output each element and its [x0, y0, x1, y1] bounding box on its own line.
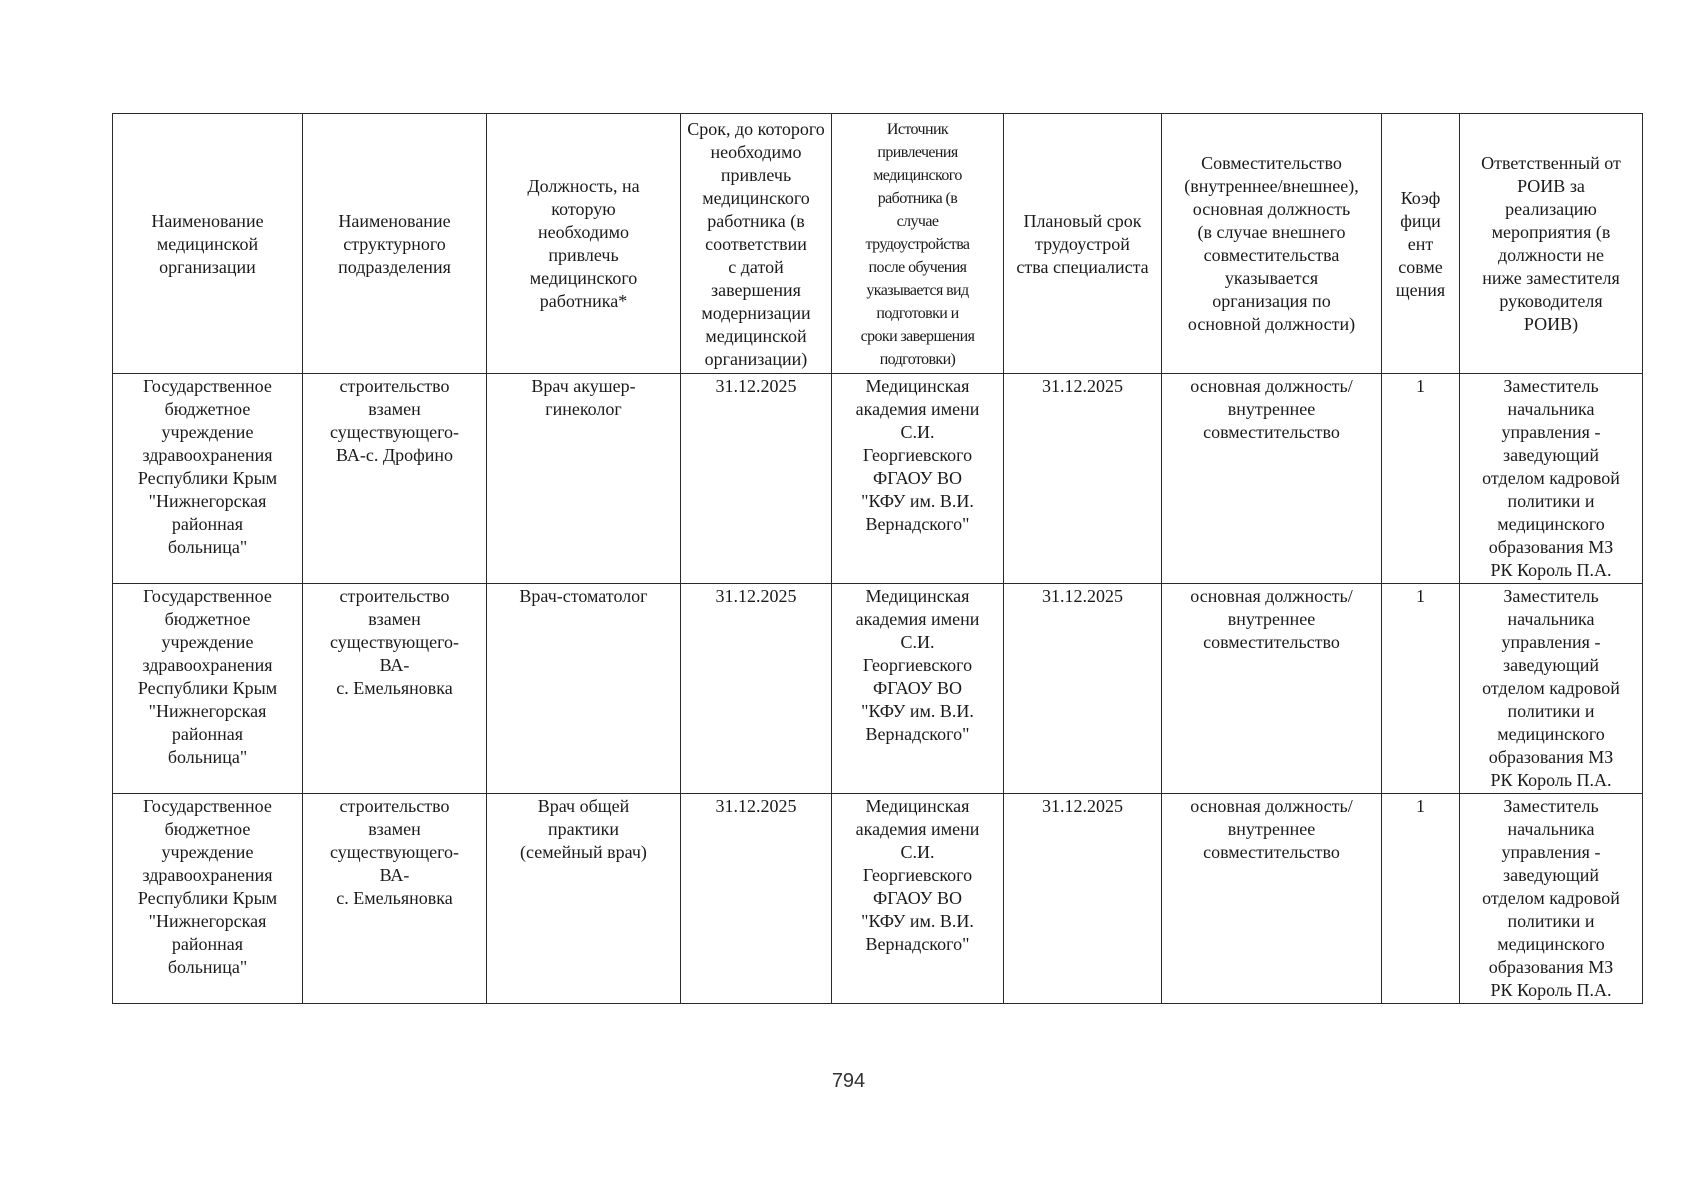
cell-deadline: 31.12.2025 — [681, 584, 832, 794]
header-combination: Совместительство (внутреннее/внешнее), основная должность (в случае внешнего совместительства указывается организация по основной должности) — [1162, 114, 1382, 374]
cell-planned-date: 31.12.2025 — [1004, 584, 1162, 794]
cell-organization: Государственное бюджетное учреждение здравоохранения Республики Крым "Нижнегорская районная больница" — [113, 584, 303, 794]
cell-position: Врач-стоматолог — [487, 584, 681, 794]
cell-source: Медицинская академия имени С.И. Георгиевского ФГАОУ ВО "КФУ им. В.И. Вернадского" — [832, 374, 1004, 584]
cell-combination: основная должность/ внутреннее совместительство — [1162, 794, 1382, 1004]
cell-combination: основная должность/ внутреннее совместительство — [1162, 584, 1382, 794]
cell-source: Медицинская академия имени С.И. Георгиевского ФГАОУ ВО "КФУ им. В.И. Вернадского" — [832, 584, 1004, 794]
header-position: Должность, на которую необходимо привлечь медицинского работника* — [487, 114, 681, 374]
cell-coefficient: 1 — [1382, 584, 1460, 794]
cell-deadline: 31.12.2025 — [681, 374, 832, 584]
cell-responsible: Заместитель начальника управления - заведующий отделом кадровой политики и медицинского образования МЗ РК Король П.А. — [1460, 374, 1643, 584]
staffing-table — [112, 113, 1643, 1004]
header-planned-date: Плановый срок трудоустрой ства специалиста — [1004, 114, 1162, 374]
cell-source: Медицинская академия имени С.И. Георгиевского ФГАОУ ВО "КФУ им. В.И. Вернадского" — [832, 794, 1004, 1004]
cell-planned-date: 31.12.2025 — [1004, 794, 1162, 1004]
cell-responsible: Заместитель начальника управления - заведующий отделом кадровой политики и медицинского образования МЗ РК Король П.А. — [1460, 794, 1643, 1004]
header-source: Источник привлечения медицинского работника (в случае трудоустройства после обучения указывается вид подготовки и сроки завершения подготовки) — [832, 114, 1004, 374]
cell-combination: основная должность/ внутреннее совместительство — [1162, 374, 1382, 584]
page-number: 794 — [831, 1070, 866, 1092]
cell-organization: Государственное бюджетное учреждение здравоохранения Республики Крым "Нижнегорская районная больница" — [113, 374, 303, 584]
cell-deadline: 31.12.2025 — [681, 794, 832, 1004]
header-deadline: Срок, до которого необходимо привлечь медицинского работника (в соответствии с датой завершения модернизации медицинской организации) — [681, 114, 832, 374]
cell-position: Врач общей практики (семейный врач) — [487, 794, 681, 1004]
cell-position: Врач акушер- гинеколог — [487, 374, 681, 584]
cell-coefficient: 1 — [1382, 794, 1460, 1004]
cell-department: строительство взамен существующего- ВА- с. Емельяновка — [303, 584, 487, 794]
cell-department: строительство взамен существующего- ВА- с. Емельяновка — [303, 794, 487, 1004]
header-organization: Наименование медицинской организации — [113, 114, 303, 374]
header-department: Наименование структурного подразделения — [303, 114, 487, 374]
header-coefficient: Коэф фици ент совме щения — [1382, 114, 1460, 374]
cell-organization: Государственное бюджетное учреждение здравоохранения Республики Крым "Нижнегорская районная больница" — [113, 794, 303, 1004]
cell-planned-date: 31.12.2025 — [1004, 374, 1162, 584]
table-row — [113, 794, 1643, 1004]
cell-responsible: Заместитель начальника управления - заведующий отделом кадровой политики и медицинского образования МЗ РК Король П.А. — [1460, 584, 1643, 794]
cell-coefficient: 1 — [1382, 374, 1460, 584]
header-responsible: Ответственный от РОИВ за реализацию мероприятия (в должности не ниже заместителя руководителя РОИВ) — [1460, 114, 1643, 374]
table-row — [113, 584, 1643, 794]
table-header-row — [113, 114, 1643, 374]
cell-department: строительство взамен существующего- ВА-с. Дрофино — [303, 374, 487, 584]
table-row — [113, 374, 1643, 584]
